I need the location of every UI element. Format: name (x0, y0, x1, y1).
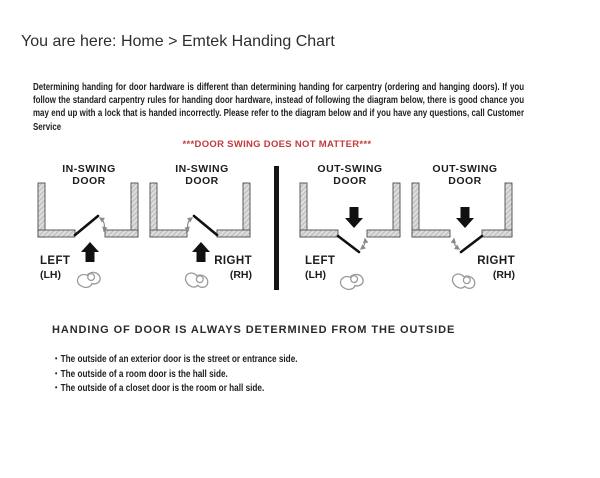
breadcrumb-separator: > (163, 33, 182, 50)
bullet-text: The outside of an exterior door is the street or entrance side. (60, 354, 298, 365)
approach-arrow-up-icon (81, 242, 99, 262)
hand-label-left-lh-out (305, 255, 335, 281)
door-title-in-swing-left: IN-SWING DOOR (62, 163, 116, 187)
breadcrumb-home-link[interactable]: Home (120, 33, 164, 50)
door-title-out-swing-left: OUT-SWING DOOR (317, 163, 383, 187)
bullet-icon: • (55, 383, 58, 392)
door-leaf (461, 236, 482, 252)
hand-name: LEFT (40, 255, 71, 267)
approach-arrow-down-icon (345, 207, 363, 228)
list-item (55, 367, 399, 382)
hand-name: RIGHT (214, 255, 252, 267)
breadcrumb-current: Emtek Handing Chart (181, 33, 335, 50)
door-title-out-swing-right: OUT-SWING DOOR (432, 163, 498, 187)
handing-diagram (0, 160, 600, 305)
hand-label-right-rh-out (465, 255, 515, 281)
outside-rule-bullets (55, 352, 399, 396)
door-leaf (194, 216, 217, 235)
person-outside-icon (339, 273, 364, 291)
swing-arrow-icon (454, 239, 459, 249)
person-outside-icon (76, 271, 101, 289)
section-divider (274, 166, 279, 290)
breadcrumb-prefix: You are here: (21, 33, 121, 50)
wall-left-hand-in (38, 183, 138, 237)
outside-rule-heading: HANDING OF DOOR IS ALWAYS DETERMINED FROM THE OUTSIDE (52, 324, 456, 336)
bullet-icon: • (55, 368, 58, 378)
bullet-icon: • (55, 354, 58, 363)
hand-label-right-rh (202, 255, 252, 281)
breadcrumb (21, 32, 335, 51)
intro-paragraph: Determining handing for door hardware is different than determining handing for carpentry (ordering and hanging doors). If you follow the standard carpentry rules for handing door hardware, instead of following the diagram below, there is good chance you may end up with a lock that is handed incorrectly. Please refer to the diagram below and if you have any questions, call Customer Service (33, 82, 525, 133)
hand-name: RIGHT (477, 255, 515, 267)
approach-arrow-down-icon (456, 207, 474, 228)
door-swing-warning: ***DOOR SWING DOES NOT MATTER*** (182, 139, 372, 150)
swing-arrow-icon (188, 218, 193, 231)
hand-name: LEFT (305, 255, 336, 267)
hand-abbr: (LH) (40, 269, 61, 281)
swing-arrow-icon (100, 218, 105, 231)
swing-arrow-icon (361, 239, 365, 249)
door-leaf (338, 236, 359, 252)
door-leaf (75, 216, 98, 235)
hand-abbr: (RH) (492, 269, 515, 281)
list-item (55, 352, 399, 367)
wall-right-hand-in (150, 183, 250, 237)
hand-abbr: (LH) (305, 269, 326, 281)
door-title-in-swing-right: IN-SWING DOOR (175, 163, 229, 187)
list-item (55, 381, 399, 396)
bullet-text: The outside of a room door is the hall side. (60, 368, 228, 380)
bullet-text: The outside of a closet door is the room or hall side. (60, 383, 265, 394)
hand-abbr: (RH) (229, 269, 252, 281)
hand-label-left-lh (40, 255, 70, 281)
